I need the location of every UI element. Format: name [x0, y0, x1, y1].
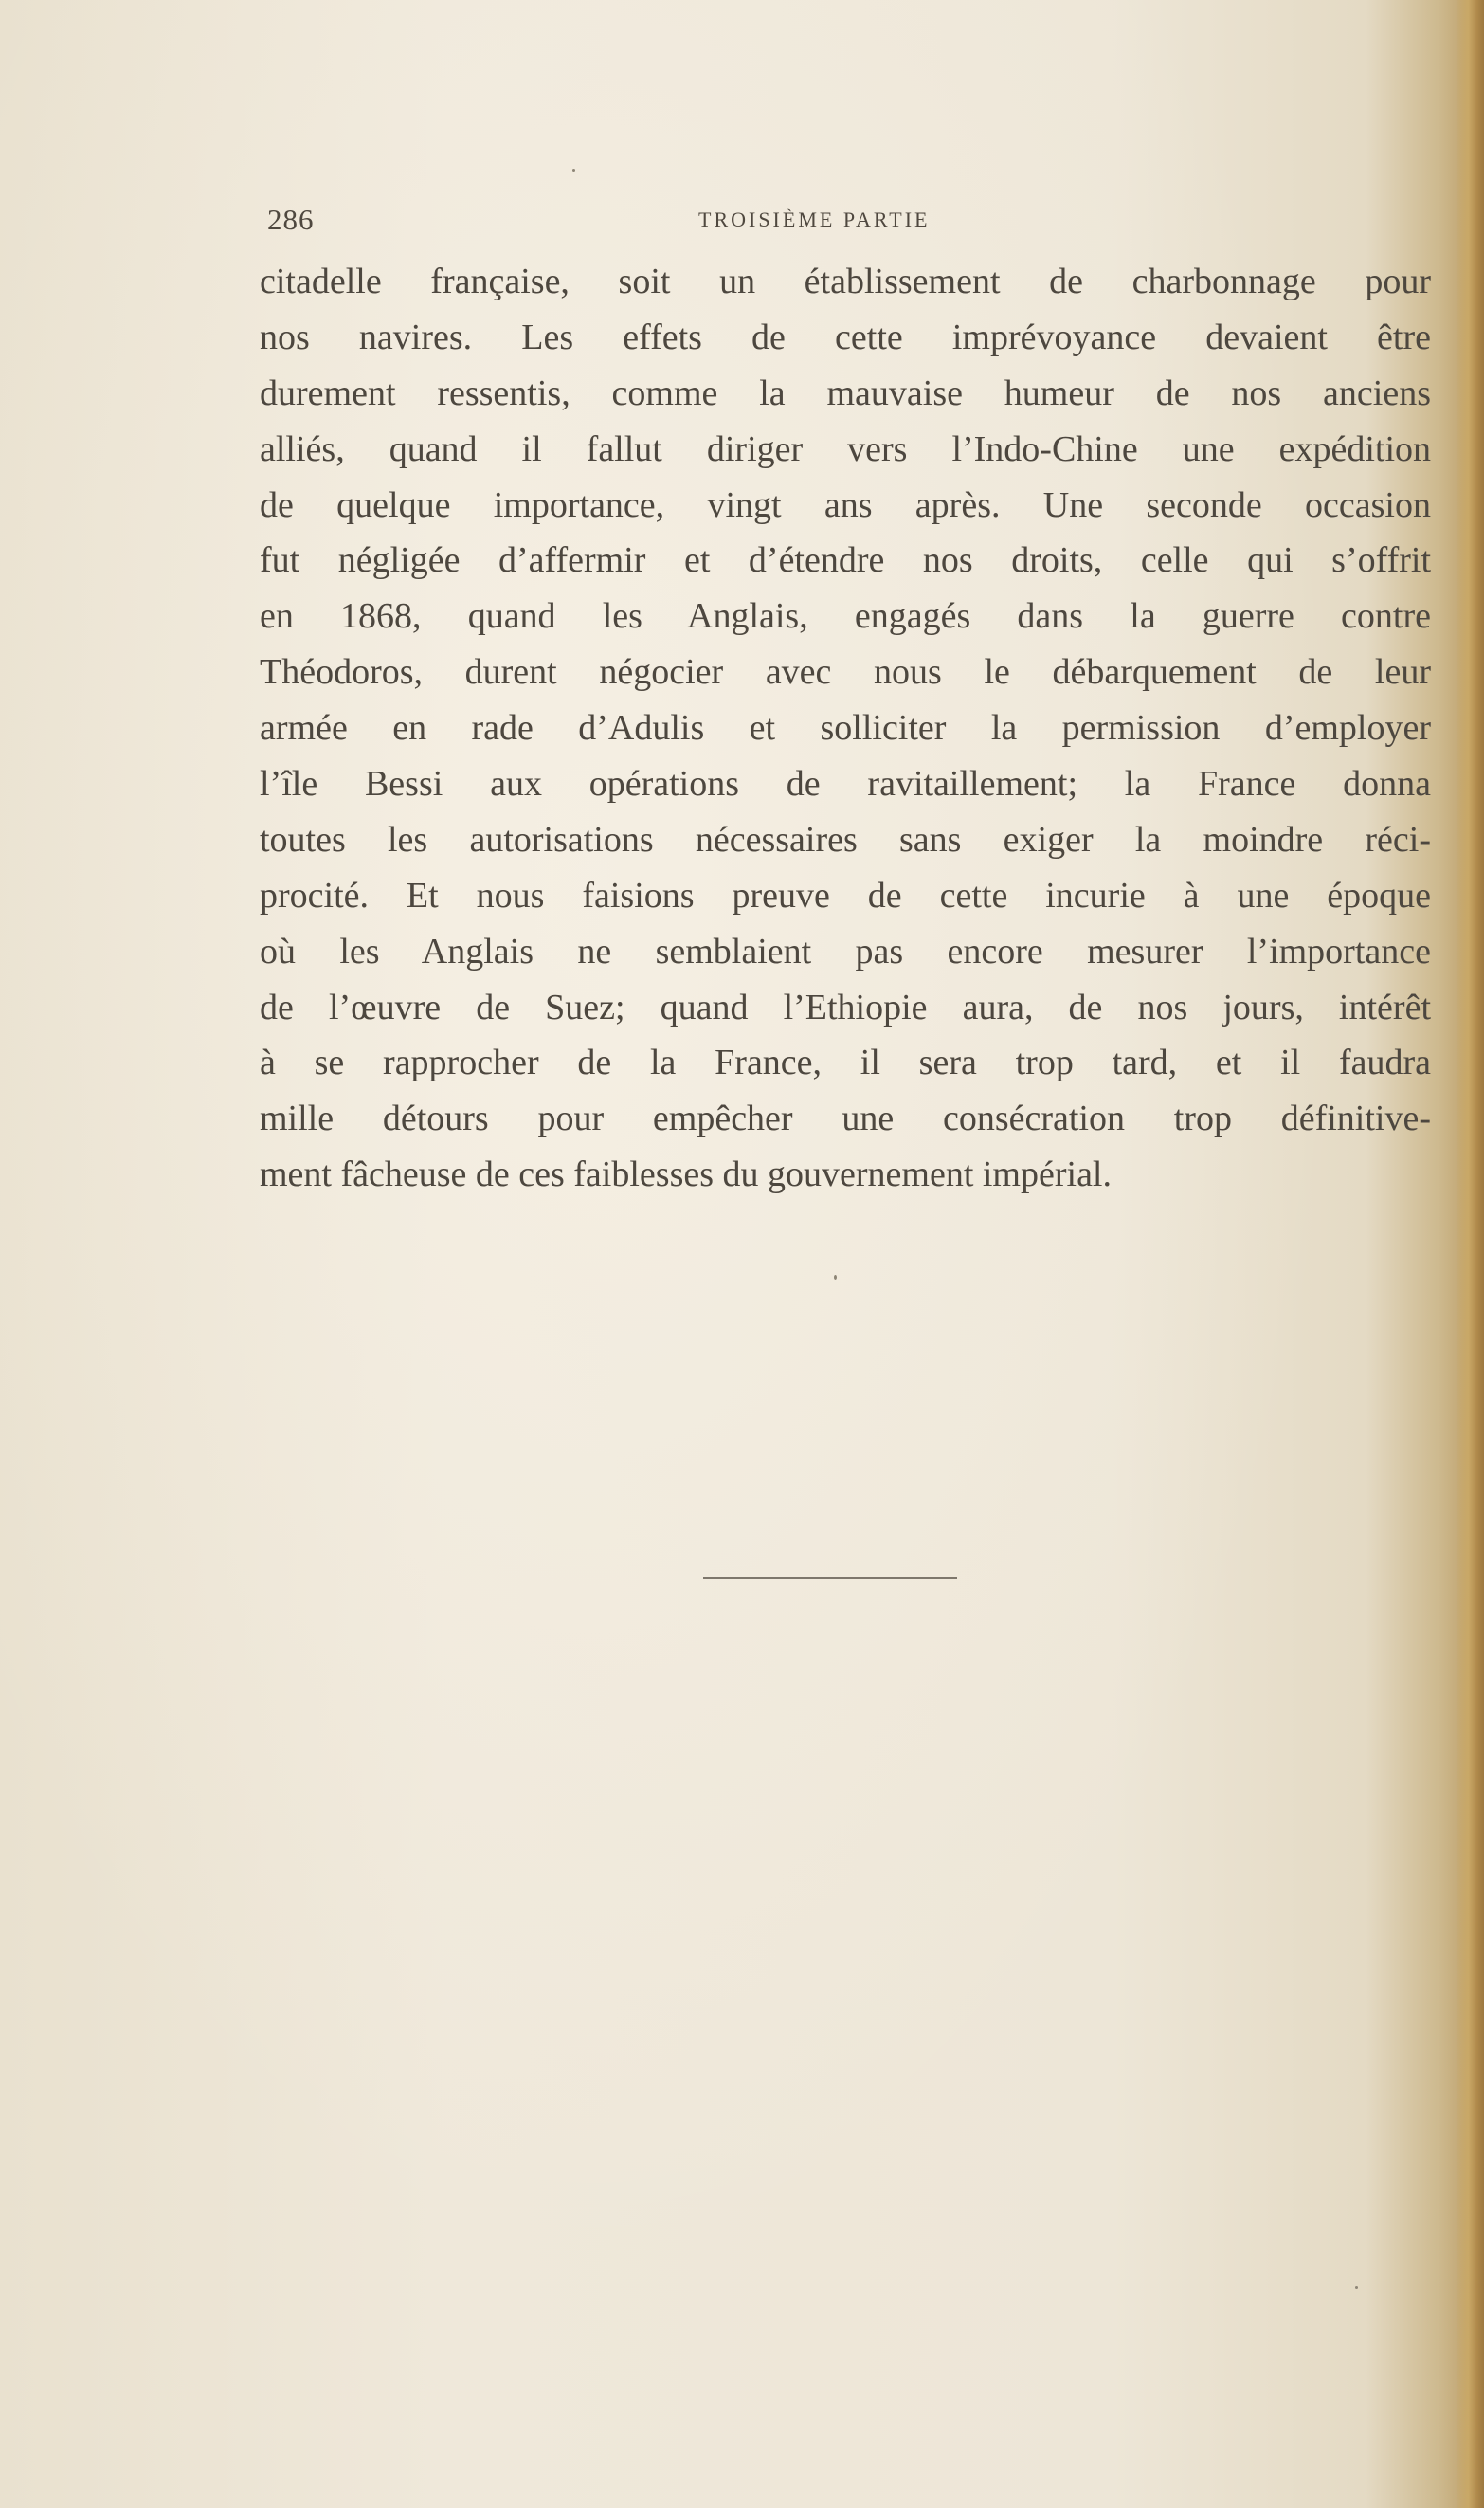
- paper-speck: [572, 169, 575, 172]
- text-line: citadelle française, soit un établissement de charbonnage pour: [260, 262, 1431, 301]
- paper-speck: [1355, 2286, 1358, 2289]
- text-line: fut négligée d’affermir et d’étendre nos droits, celle qui s’offrit: [260, 540, 1431, 581]
- text-line: l’île Bessi aux opérations de ravitaillement; la France donna: [260, 764, 1431, 805]
- page-edge-shadow: [1456, 0, 1484, 2508]
- text-line: à se rapprocher de la France, il sera trop tard, et il faudra: [260, 1043, 1431, 1083]
- text-line: alliés, quand il fallut diriger vers l’Indo-Chine une expédition: [260, 428, 1431, 469]
- page-header: [267, 203, 1395, 241]
- body-text: [260, 254, 1431, 1203]
- text-line: où les Anglais ne semblaient pas encore mesurer l’importance: [260, 931, 1431, 972]
- text-line: Théodoros, durent négocier avec nous le débarquement de leur: [260, 652, 1431, 693]
- text-line: toutes les autorisations nécessaires sans exiger la moindre réci-: [260, 819, 1431, 860]
- text-line: en 1868, quand les Anglais, engagés dans la guerre contre: [260, 596, 1431, 637]
- text-line: armée en rade d’Adulis et solliciter la permission d’employer: [260, 708, 1431, 749]
- text-line: de l’œuvre de Suez; quand l’Ethiopie aura, de nos jours, intérêt: [260, 987, 1431, 1027]
- text-line-last: ment fâcheuse de ces faiblesses du gouvernement impérial.: [260, 1154, 1112, 1195]
- paper-speck: [834, 1275, 837, 1280]
- text-line: durement ressentis, comme la mauvaise humeur de nos anciens: [260, 373, 1431, 413]
- running-title: TROISIÈME PARTIE: [698, 208, 931, 231]
- page-number: 286: [267, 203, 315, 236]
- text-line: mille détours pour empêcher une consécration trop définitive-: [260, 1099, 1431, 1139]
- end-rule: [703, 1577, 957, 1579]
- text-line: procité. Et nous faisions preuve de cette incurie à une époque: [260, 875, 1431, 916]
- text-line: de quelque importance, vingt ans après. Une seconde occasion: [260, 484, 1431, 525]
- text-line: nos navires. Les effets de cette imprévoyance devaient être: [260, 317, 1431, 357]
